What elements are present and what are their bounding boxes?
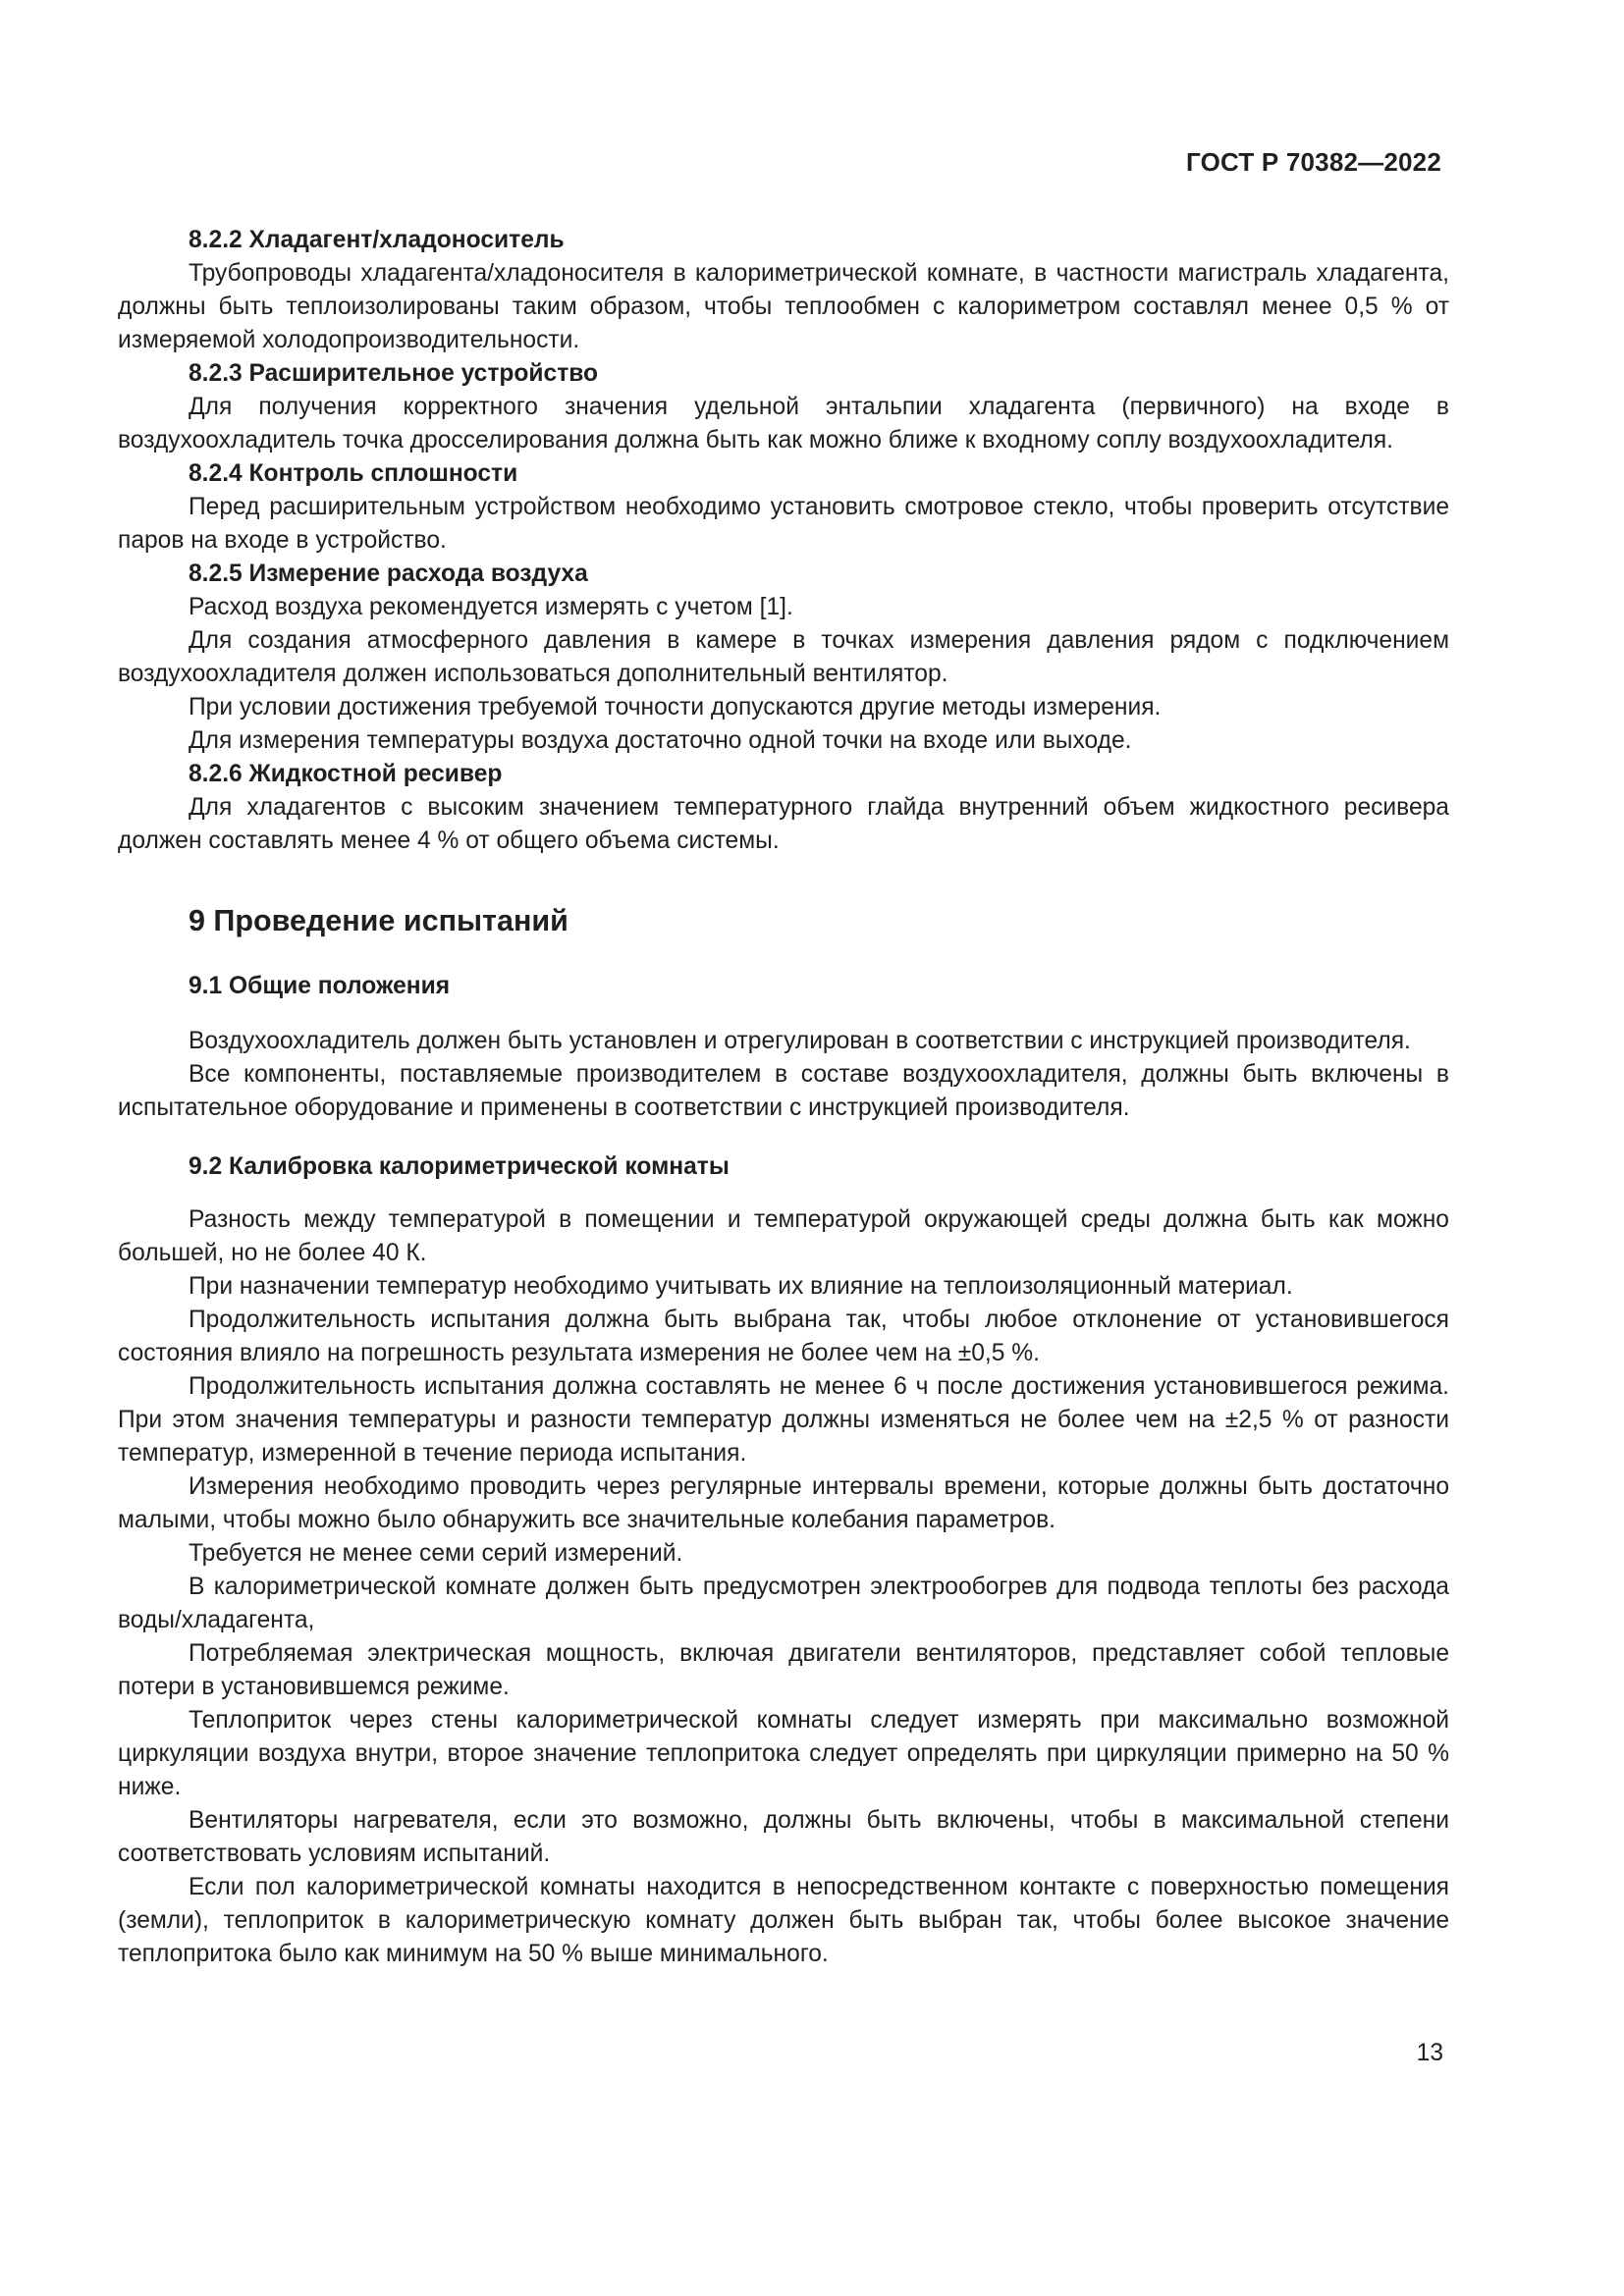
section-title-9: 9 Проведение испытаний <box>189 904 568 937</box>
paragraph: Для хладагентов с высоким значением температурного глайда внутренний объем жидкостного ресивера должен составлять менее 4 % от общего объема системы. <box>118 794 1449 854</box>
heading-8-2-3: 8.2.3 Расширительное устройство <box>189 360 599 387</box>
paragraph: Продолжительность испытания должна быть выбрана так, чтобы любое отклонение от установившегося состояния влияло на погрешность результата измерения не более чем на ±0,5 %. <box>118 1307 1449 1366</box>
page-number: 13 <box>1416 2040 1443 2066</box>
paragraph: При условии достижения требуемой точности допускаются другие методы измерения. <box>189 694 1162 721</box>
heading-8-2-2: 8.2.2 Хладагент/хладоноситель <box>189 227 565 253</box>
paragraph: В калориметрической комнате должен быть предусмотрен электрообогрев для подвода теплоты без расхода воды/хладагента, <box>118 1574 1449 1633</box>
paragraph: Воздухоохладитель должен быть установлен и отрегулирован в соответствии с инструкцией производителя. <box>189 1028 1411 1054</box>
heading-8-2-5: 8.2.5 Измерение расхода воздуха <box>189 561 588 587</box>
document-header-id: ГОСТ Р 70382—2022 <box>1186 147 1441 177</box>
paragraph: Если пол калориметрической комнаты находится в непосредственном контакте с поверхностью помещения (земли), теплоприток в калориметрическую комнату должен быть выбран так, чтобы более высокое значение теплопритока было как минимум на 50 % выше минимального. <box>118 1874 1449 1967</box>
paragraph: Продолжительность испытания должна составлять не менее 6 ч после достижения установившегося режима. При этом значения температуры и разности температур должны изменяться не более чем на ±2,5 % от разности температур, измеренной в течение периода испытания. <box>118 1373 1449 1467</box>
paragraph: Измерения необходимо проводить через регулярные интервалы времени, которые должны быть достаточно малыми, чтобы можно было обнаружить все значительные колебания параметров. <box>118 1473 1449 1533</box>
paragraph: Требуется не менее семи серий измерений. <box>189 1540 683 1567</box>
paragraph: Все компоненты, поставляемые производителем в составе воздухоохладителя, должны быть включены в испытательное оборудование и применены в соответствии с инструкцией производителя. <box>118 1061 1449 1121</box>
paragraph: Для создания атмосферного давления в камере в точках измерения давления рядом с подключением воздухоохладителя должен использоваться дополнительный вентилятор. <box>118 627 1449 687</box>
paragraph: Для измерения температуры воздуха достаточно одной точки на входе или выходе. <box>189 727 1132 754</box>
paragraph: Вентиляторы нагревателя, если это возможно, должны быть включены, чтобы в максимальной степени соответствовать условиям испытаний. <box>118 1807 1449 1867</box>
document-body <box>118 224 1449 1971</box>
heading-8-2-6: 8.2.6 Жидкостной ресивер <box>189 761 503 787</box>
paragraph: Разность между температурой в помещении и температурой окружающей среды должна быть как можно большей, но не более 40 К. <box>118 1206 1449 1266</box>
paragraph: Потребляемая электрическая мощность, включая двигатели вентиляторов, представляет собой тепловые потери в установившемся режиме. <box>118 1640 1449 1700</box>
paragraph: Расход воздуха рекомендуется измерять с учетом [1]. <box>189 594 793 620</box>
heading-8-2-4: 8.2.4 Контроль сплошности <box>189 460 518 487</box>
heading-9-1: 9.1 Общие положения <box>189 973 451 999</box>
paragraph: При назначении температур необходимо учитывать их влияние на теплоизоляционный материал. <box>189 1273 1293 1300</box>
paragraph: Перед расширительным устройством необходимо установить смотровое стекло, чтобы проверить отсутствие паров на входе в устройство. <box>118 494 1449 554</box>
paragraph: Для получения корректного значения удельной энтальпии хладагента (первичного) на входе в воздухоохладитель точка дросселирования должна быть как можно ближе к входному соплу воздухоохладителя. <box>118 394 1449 454</box>
heading-9-2: 9.2 Калибровка калориметрической комнаты <box>189 1153 730 1180</box>
paragraph: Трубопроводы хладагента/хладоносителя в калориметрической комнате, в частности магистраль хладагента, должны быть теплоизолированы таким образом, чтобы теплообмен с калориметром составлял менее 0,5 % от измеряемой холодопроизводительности. <box>118 260 1449 353</box>
paragraph: Теплоприток через стены калориметрической комнаты следует измерять при максимально возможной циркуляции воздуха внутри, второе значение теплопритока следует определять при циркуляции примерно на 50 % ниже. <box>118 1707 1449 1800</box>
